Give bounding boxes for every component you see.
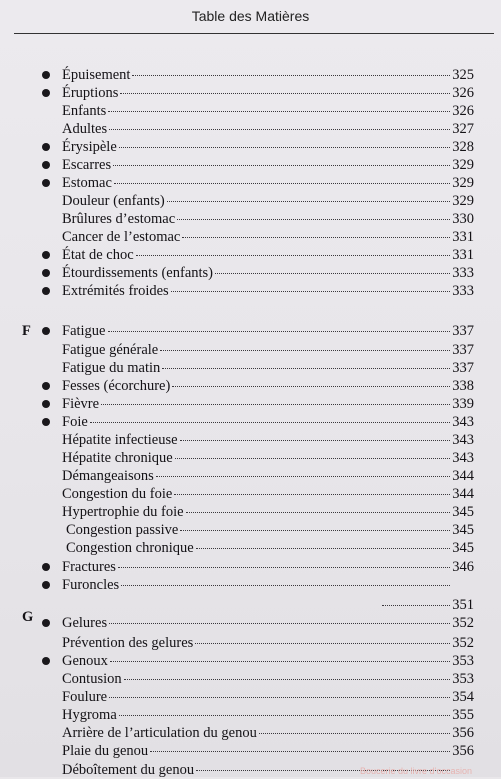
toc-entry (0, 156, 501, 174)
toc-entry-page: 326 (452, 85, 474, 101)
toc-entry (0, 596, 501, 614)
toc-entry-label: État de choc (62, 247, 134, 263)
toc-entry (0, 264, 501, 282)
bullet-icon (42, 71, 50, 79)
dot-leader (110, 661, 450, 662)
toc-entry-label: Fatigue du matin (62, 360, 161, 376)
toc-entry-label: Éruptions (62, 85, 119, 101)
toc-entry-label: Estomac (62, 175, 112, 191)
toc-entry-label: Gelures (62, 615, 108, 631)
bullet-icon (42, 161, 50, 169)
toc-entry-label: Furoncles (62, 577, 120, 593)
toc-entry (0, 322, 501, 340)
toc-entry-page: 354 (452, 689, 474, 705)
toc-entry-label: Arrière de l’articulation du genou (62, 725, 257, 741)
toc-entry (0, 724, 501, 742)
toc-entry-page: 353 (452, 653, 474, 669)
toc-entry-label: Congestion chronique (66, 540, 194, 556)
toc-entry (0, 539, 501, 557)
toc-entry-label: Escarres (62, 157, 112, 173)
bullet-icon (42, 418, 50, 426)
toc-entry-page: 343 (452, 414, 474, 430)
dot-leader (132, 75, 450, 76)
dot-leader (259, 733, 450, 734)
toc-entry (0, 341, 501, 359)
bullet-icon (42, 563, 50, 571)
dot-leader (118, 567, 450, 568)
toc-entry-label: Plaie du genou (62, 743, 149, 759)
bullet-icon (42, 89, 50, 97)
section-letter: G (22, 609, 34, 625)
dot-leader (182, 237, 450, 238)
toc-entry-page: 338 (452, 378, 474, 394)
toc-entry-label: Fractures (62, 559, 116, 575)
dot-leader (114, 183, 450, 184)
toc-entry-label: Contusion (62, 671, 122, 687)
toc-entry-label: Fatigue générale (62, 342, 159, 358)
dot-leader (101, 404, 450, 405)
toc-entry-label: Cancer de l’estomac (62, 229, 181, 245)
toc-entry-page: 344 (452, 468, 474, 484)
dot-leader (119, 715, 450, 716)
dot-leader (121, 585, 450, 586)
toc-entry (0, 742, 501, 760)
toc-entry (0, 228, 501, 246)
toc-entry-label: Hygroma (62, 707, 117, 723)
toc-entry-page: 351 (452, 597, 474, 613)
toc-entry-page: 344 (452, 486, 474, 502)
bullet-icon (42, 400, 50, 408)
toc-entry (0, 84, 501, 102)
toc-entry-label: Hypertrophie du foie (62, 504, 184, 520)
toc-entry-label: Genoux (62, 653, 108, 669)
toc-entry (0, 210, 501, 228)
toc-entry-page: 345 (452, 540, 474, 556)
toc-entry (0, 66, 501, 84)
toc-entry-label: Douleur (enfants) (62, 193, 165, 209)
toc-entry (0, 449, 501, 467)
toc-entry-label: Extrémités froides (62, 283, 169, 299)
toc-entry-label: Déboîtement du genou (62, 762, 195, 778)
toc-entry (0, 120, 501, 138)
dot-leader (109, 129, 450, 130)
toc-entry-page: 352 (452, 635, 474, 651)
toc-entry-page: 326 (452, 103, 474, 119)
toc-entry (0, 377, 501, 395)
toc-entry-page: 356 (452, 725, 474, 741)
dot-leader (113, 165, 450, 166)
bullet-icon (42, 382, 50, 390)
toc-entry-label: Étourdissements (enfants) (62, 265, 214, 281)
dot-leader (124, 679, 450, 680)
dot-leader (175, 458, 450, 459)
dot-leader (108, 111, 450, 112)
toc-entry (0, 634, 501, 652)
dot-leader (136, 255, 450, 256)
dot-leader (120, 93, 450, 94)
dot-leader (162, 368, 450, 369)
toc-entry (0, 688, 501, 706)
dot-leader (186, 512, 450, 513)
toc-entry (0, 467, 501, 485)
dot-leader (177, 219, 450, 220)
toc-entry (0, 706, 501, 724)
toc-entry (0, 246, 501, 264)
toc-entry-page: 331 (452, 247, 474, 263)
toc-entry-page: 345 (452, 522, 474, 538)
toc-entry (0, 614, 501, 632)
page-header-title: Table des Matières (191, 8, 310, 24)
toc-entry-page: 330 (452, 211, 474, 227)
toc-entry-page: 329 (452, 175, 474, 191)
bullet-icon (42, 251, 50, 259)
toc-entry-page: 343 (452, 450, 474, 466)
bullet-icon (42, 327, 50, 335)
toc-entry (0, 395, 501, 413)
section-letter: F (22, 323, 31, 339)
toc-entry-label: Congestion du foie (62, 486, 173, 502)
dot-leader (160, 350, 450, 351)
toc-entry (0, 670, 501, 688)
toc-entry (0, 192, 501, 210)
bullet-icon (42, 287, 50, 295)
toc-entry (0, 503, 501, 521)
toc-entry (0, 138, 501, 156)
toc-entry-page: 333 (452, 265, 474, 281)
toc-entry (0, 282, 501, 300)
dot-leader (195, 643, 450, 644)
toc-entry-label: Érysipèle (62, 139, 117, 155)
dot-leader (167, 201, 450, 202)
toc-entry (0, 174, 501, 192)
toc-entry (0, 485, 501, 503)
toc-entry-page: 352 (452, 615, 474, 631)
toc-entry (0, 102, 501, 120)
dot-leader (119, 147, 450, 148)
dot-leader (172, 386, 450, 387)
toc-entry-page: 345 (452, 504, 474, 520)
toc-entry (0, 359, 501, 377)
toc-entry-label: Fesses (écorchure) (62, 378, 171, 394)
bullet-icon (42, 143, 50, 151)
bullet-icon (42, 581, 50, 589)
bullet-icon (42, 619, 50, 627)
toc-entry (0, 521, 501, 539)
toc-entry-page: 343 (452, 432, 474, 448)
toc-entry-page: 337 (452, 360, 474, 376)
toc-entry-label: Foie (62, 414, 88, 430)
toc-entry-page: 329 (452, 157, 474, 173)
toc-entry-page: 337 (452, 342, 474, 358)
toc-entry-page: 331 (452, 229, 474, 245)
toc-entry-page: 346 (452, 559, 474, 575)
toc-entry-label: Congestion passive (66, 522, 179, 538)
toc-entry-page: 327 (452, 121, 474, 137)
header-rule (14, 33, 494, 34)
toc-entry-label: Prévention des gelures (62, 635, 194, 651)
toc-entry-label: Foulure (62, 689, 108, 705)
toc-entry-page: 333 (452, 283, 474, 299)
toc-entry-label: Épuisement (62, 67, 131, 83)
toc-entry (0, 413, 501, 431)
toc-entry-page: 337 (452, 323, 474, 339)
toc-entry-label: Adultes (62, 121, 108, 137)
toc-entry-page: 328 (452, 139, 474, 155)
dot-leader (382, 605, 450, 606)
toc-entry-label: Fièvre (62, 396, 100, 412)
dot-leader (174, 494, 450, 495)
dot-leader (180, 530, 450, 531)
toc-entry-label: Fatigue (62, 323, 106, 339)
toc-entry-page: 325 (452, 67, 474, 83)
watermark: Boucerie du livre d’occasion (360, 766, 473, 776)
dot-leader (156, 476, 450, 477)
toc-entry-page: 355 (452, 707, 474, 723)
dot-leader (180, 440, 450, 441)
toc-entry-label: Hépatite infectieuse (62, 432, 178, 448)
bullet-icon (42, 657, 50, 665)
toc-entry-label: Enfants (62, 103, 107, 119)
toc-entry-label: Démangeaisons (62, 468, 154, 484)
dot-leader (90, 422, 450, 423)
dot-leader (108, 331, 451, 332)
bullet-icon (42, 179, 50, 187)
dot-leader (109, 697, 450, 698)
toc-entry (0, 652, 501, 670)
toc-entry-label: Brûlures d’estomac (62, 211, 176, 227)
dot-leader (109, 623, 450, 624)
toc-entry (0, 576, 501, 594)
dot-leader (196, 548, 450, 549)
bullet-icon (42, 269, 50, 277)
dot-leader (171, 291, 450, 292)
toc-entry-label: Hépatite chronique (62, 450, 173, 466)
toc-entry-page: 329 (452, 193, 474, 209)
toc-entry-page: 339 (452, 396, 474, 412)
dot-leader (215, 273, 450, 274)
dot-leader (150, 751, 450, 752)
toc-entry-page: 353 (452, 671, 474, 687)
toc-entry (0, 431, 501, 449)
toc-entry (0, 558, 501, 576)
toc-entry-page: 356 (452, 743, 474, 759)
